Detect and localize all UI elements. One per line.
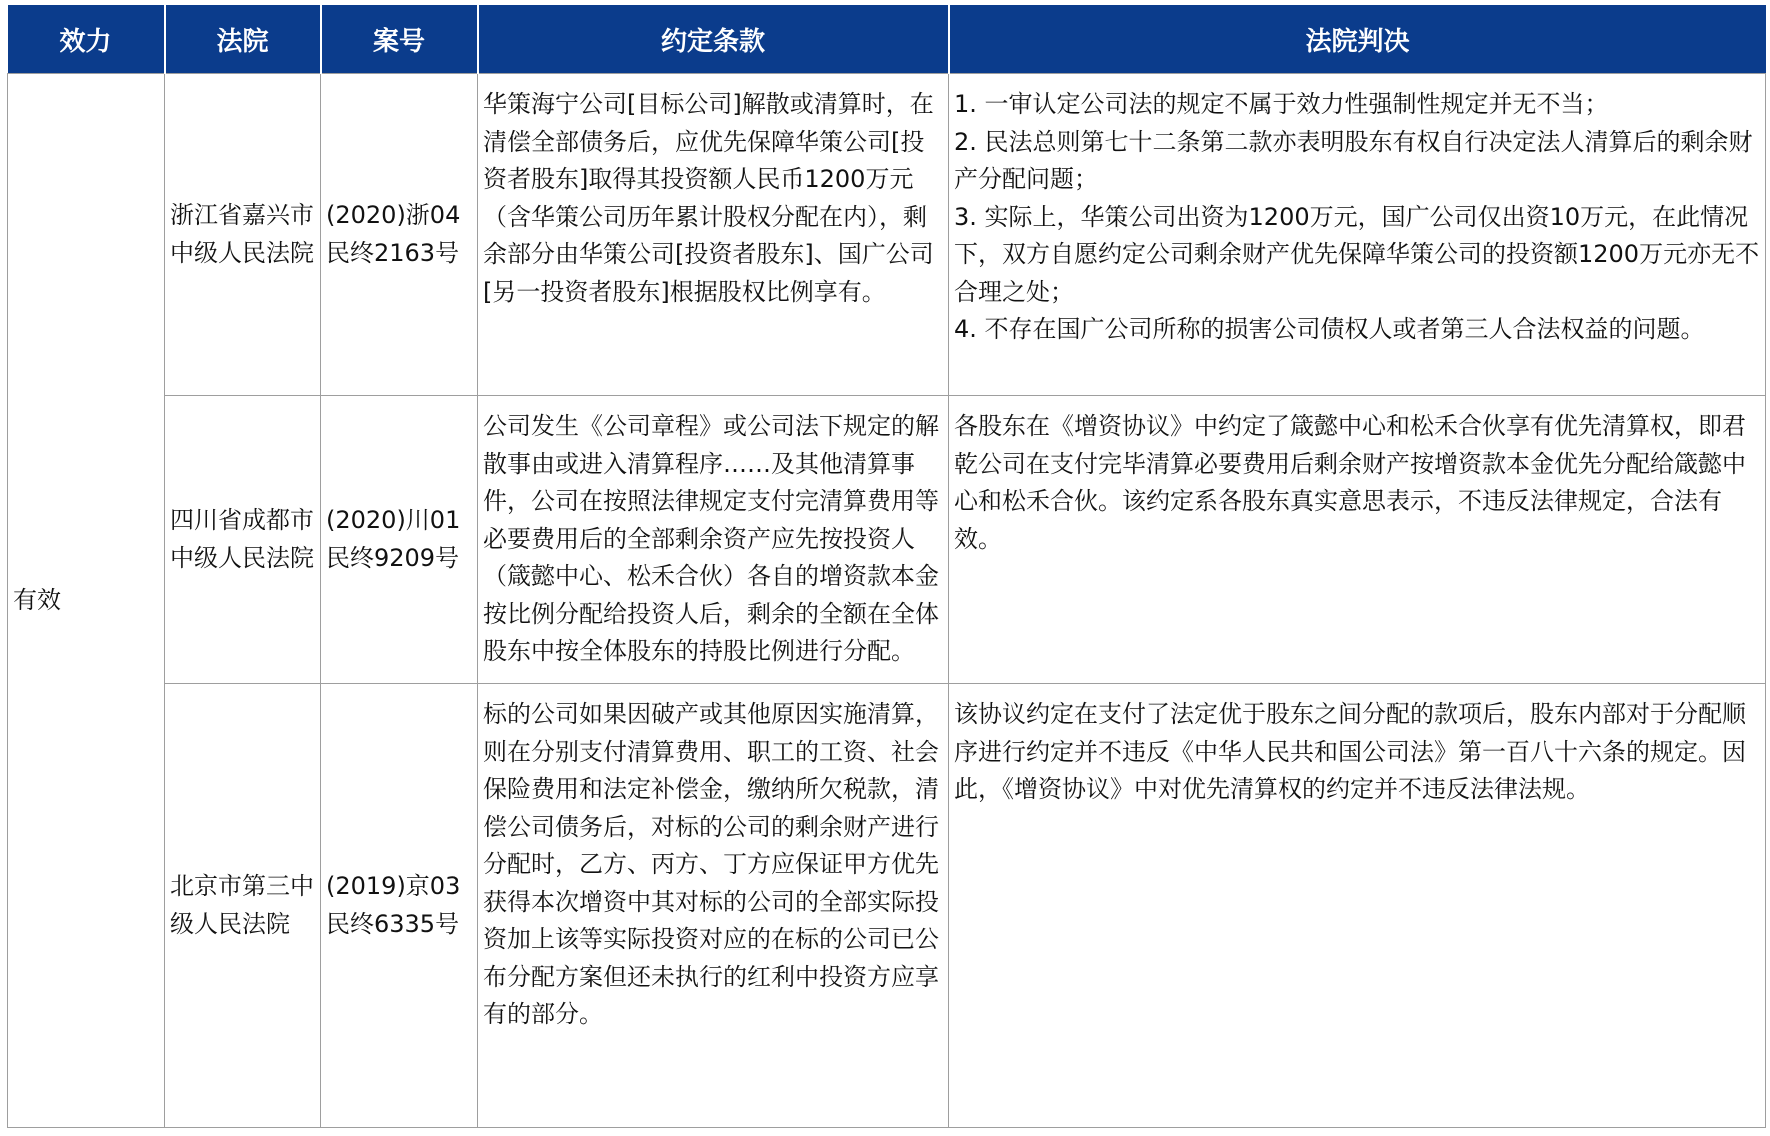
judgment-cell — [949, 74, 1766, 396]
clause-cell: 标的公司如果因破产或其他原因实施清算，则在分别支付清算费用、职工的工资、社会保险费用和法定补偿金，缴纳所欠税款，清偿公司债务后，对标的公司的剩余财产进行分配时，乙方、丙方、丁方应保证甲方优先获得本次增资中其对标的公司的全部实际投资加上该等实际投资对应的在标的公司已公布分配方案但还未执行的红利中投资方应享有的部分。 — [478, 684, 949, 1128]
header-court: 法院 — [165, 5, 321, 74]
court-cell: 四川省成都市中级人民法院 — [165, 396, 321, 684]
clause-cell: 华策海宁公司[目标公司]解散或清算时，在清偿全部债务后，应优先保障华策公司[投资者股东]取得其投资额人民币1200万元（含华策公司历年累计股权分配在内），剩余部分由华策公司[投资者股东]、国广公司[另一投资者股东]根据股权比例享有。 — [478, 74, 949, 396]
table-row — [8, 396, 1766, 684]
judgment-line: 4. 不存在国广公司所称的损害公司债权人或者第三人合法权益的问题。 — [954, 315, 1705, 343]
court-cell: 北京市第三中级人民法院 — [165, 684, 321, 1128]
case-no-cell: (2019)京03民终6335号 — [321, 684, 478, 1128]
table-row — [8, 74, 1766, 396]
judgment-line: 各股东在《增资协议》中约定了箴懿中心和松禾合伙享有优先清算权，即君乾公司在支付完毕清算必要费用后剩余财产按增资款本金优先分配给箴懿中心和松禾合伙。该约定系各股东真实意思表示，不违反法律规定，合法有效。 — [954, 412, 1746, 553]
judgment-line: 3. 实际上，华策公司出资为1200万元，国广公司仅出资10万元，在此情况下，双方自愿约定公司剩余财产优先保障华策公司的投资额1200万元亦无不合理之处； — [954, 202, 1760, 306]
header-clause: 约定条款 — [478, 5, 949, 74]
case-no-cell: (2020)浙04民终2163号 — [321, 74, 478, 396]
case-no-cell: (2020)川01民终9209号 — [321, 396, 478, 684]
case-table — [7, 5, 1766, 1128]
header-row — [8, 5, 1766, 74]
judgment-line: 该协议约定在支付了法定优于股东之间分配的款项后，股东内部对于分配顺序进行约定并不违反《中华人民共和国公司法》第一百八十六条的规定。因此，《增资协议》中对优先清算权的约定并不违反法律法规。 — [954, 700, 1746, 803]
judgment-cell — [949, 396, 1766, 684]
clause-cell: 公司发生《公司章程》或公司法下规定的解散事由或进入清算程序……及其他清算事件，公司在按照法律规定支付完清算费用等必要费用后的全部剩余资产应先按投资人（箴懿中心、松禾合伙）各自的增资款本金按比例分配给投资人后，剩余的全额在全体股东中按全体股东的持股比例进行分配。 — [478, 396, 949, 684]
judgment-line: 1. 一审认定公司法的规定不属于效力性强制性规定并无不当； — [954, 90, 1609, 118]
header-validity: 效力 — [8, 5, 165, 74]
judgment-cell — [949, 684, 1766, 1128]
header-case-no: 案号 — [321, 5, 478, 74]
court-cell: 浙江省嘉兴市中级人民法院 — [165, 74, 321, 396]
header-judgment: 法院判决 — [949, 5, 1766, 74]
table-row — [8, 684, 1766, 1128]
judgment-line: 2. 民法总则第七十二条第二款亦表明股东有权自行决定法人清算后的剩余财产分配问题； — [954, 127, 1753, 193]
validity-cell: 有效 — [8, 74, 165, 1128]
